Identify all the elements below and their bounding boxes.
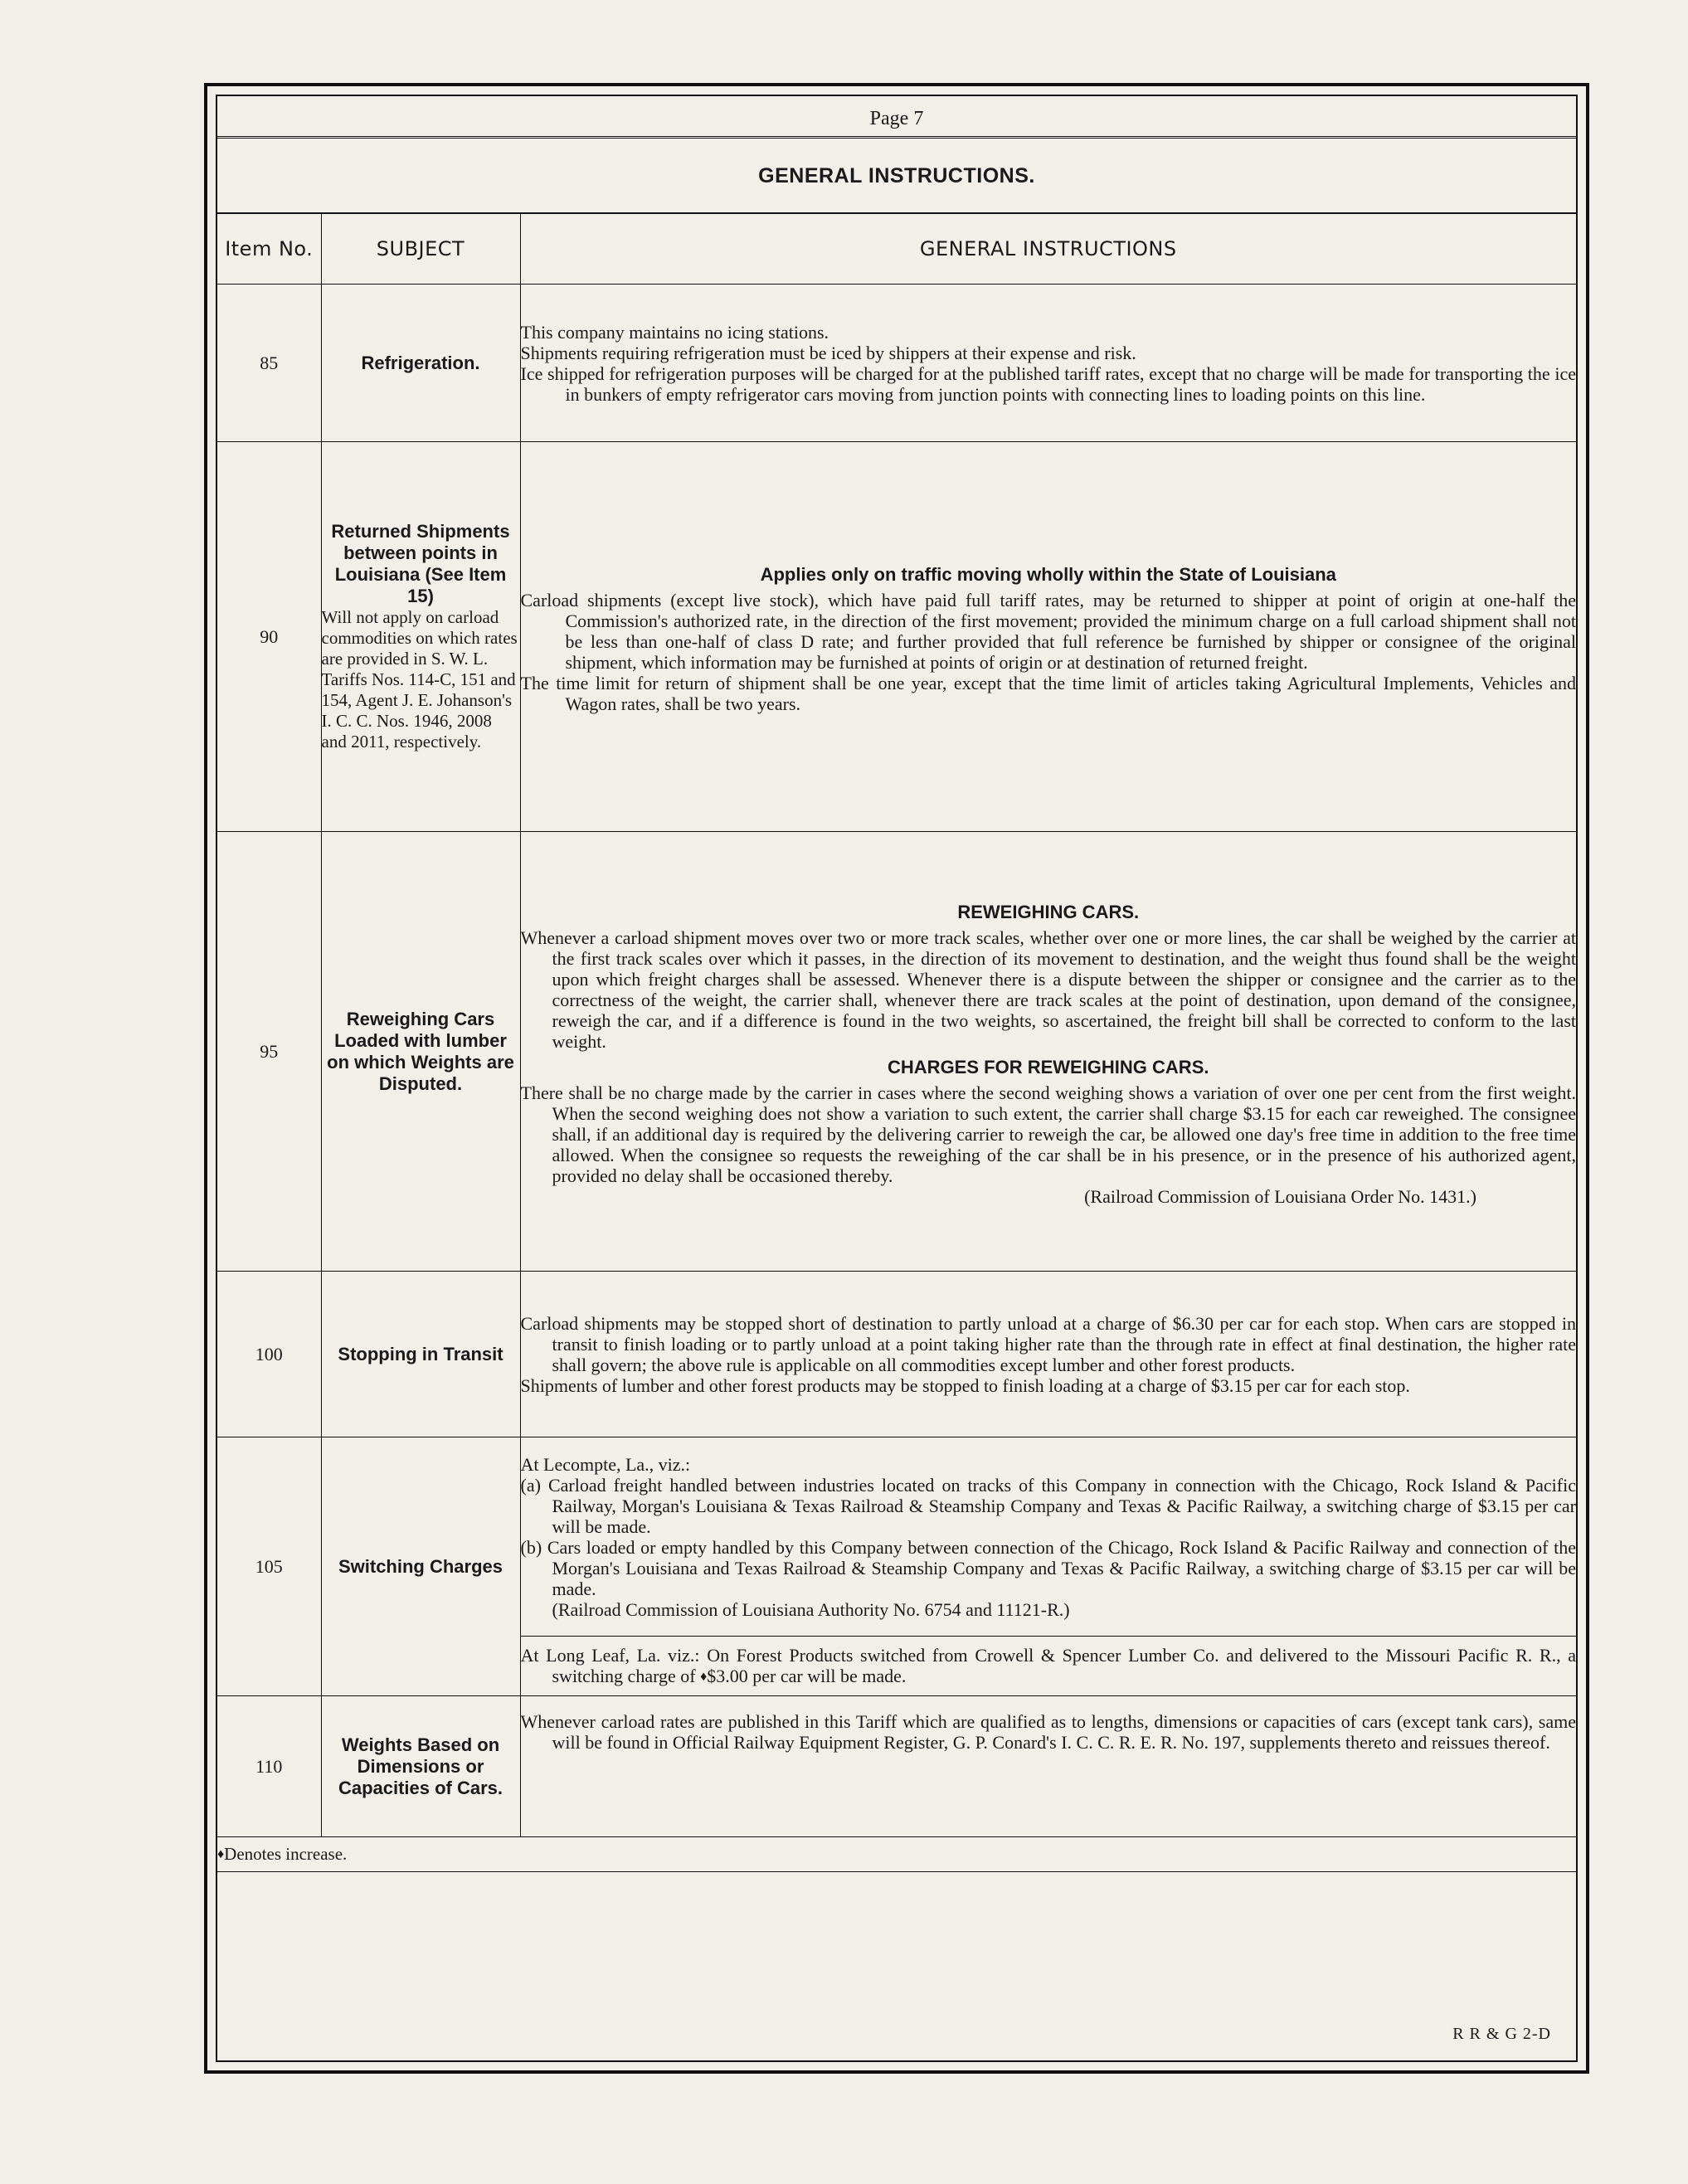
item-instructions	[520, 442, 1576, 832]
item-instructions	[520, 1696, 1576, 1837]
table-row	[217, 1272, 1576, 1437]
header-item: Item No.	[217, 213, 321, 285]
page-frame	[204, 83, 1589, 2074]
footnote	[217, 1837, 520, 1872]
instruction-heading: Applies only on traffic moving wholly within the State of Louisiana	[760, 564, 1336, 585]
table-row	[217, 285, 1576, 442]
item-instructions	[520, 1637, 1576, 1696]
table-header-row	[217, 213, 1576, 285]
item-number: 85	[217, 285, 321, 442]
subject-title: Returned Shipments between points in Louisiana (See Item 15)	[331, 521, 510, 606]
subject-note: Will not apply on carload commodities on which rates are provided in S. W. L. Tariffs Nos. 114-C, 151 and 154, Agent J. E. Johanson's I. C. C. Nos. 1946, 2008 and 2011, respectively.	[321, 607, 518, 752]
instructions-table	[217, 212, 1576, 1872]
instruction-paragraph	[521, 1645, 1577, 1687]
page-number: Page 7	[869, 108, 924, 129]
table-row	[217, 442, 1576, 832]
item-subject: Refrigeration.	[321, 285, 520, 442]
item-instructions	[520, 1437, 1576, 1637]
header-rule	[217, 136, 1576, 142]
citation: (Railroad Commission of Louisiana Authority No. 6754 and 11121-R.)	[552, 1598, 1070, 1620]
item-number: 95	[217, 832, 321, 1272]
instruction-paragraph: Whenever carload rates are published in this Tariff which are qualified as to lengths, dimensions or capacities of cars (except tank cars), same will be found in Official Railway Equipment Register, G. P. Conard's I. C. C. R. E. R. No. 197, supplements thereto and reissues thereof.	[520, 1711, 1576, 1753]
footnote-text: Denotes increase.	[224, 1844, 348, 1864]
item-number: 110	[217, 1696, 321, 1837]
form-code: R R & G 2-D	[1452, 2025, 1551, 2043]
instruction-paragraph: The time limit for return of shipment shall be one year, except that the time limit of articles taking Agricultural Implements, Vehicles and Wagon rates, shall be two years.	[520, 673, 1576, 714]
instruction-heading: CHARGES FOR REWEIGHING CARS.	[888, 1056, 1209, 1077]
item-instructions	[520, 832, 1576, 1272]
table-row	[217, 1696, 1576, 1837]
instruction-clause: (a) Carload freight handled between industries located on tracks of this Company in connection with the Chicago, Rock Island & Pacific Railway, Morgan's Louisiana & Texas Railroad & Steamship Company and Texas & Pacific Railway, a switching charge of $3.15 per car will be made.	[520, 1474, 1576, 1537]
instruction-clause: (b) Cars loaded or empty handled by this Company between connection of the Chicago, Rock Island & Pacific Railway and connection of the Morgan's Louisiana and Texas Railroad & Steamship Company and Texas & Pacific Railway, a switching charge of $3.15 per car will be made.	[520, 1536, 1576, 1599]
increase-marker-icon: ♦	[217, 1847, 225, 1861]
item-subject: Stopping in Transit	[321, 1272, 520, 1437]
item-number: 100	[217, 1272, 321, 1437]
instruction-paragraph: Shipments of lumber and other forest products may be stopped to finish loading at a charge of $3.15 per car for each stop.	[520, 1374, 1410, 1396]
long-leaf-amount: $3.00 per car will be made.	[707, 1666, 907, 1686]
instruction-paragraph: Ice shipped for refrigeration purposes will be charged for at the published tariff rates, except that no charge will be made for transporting the ice in bunkers of empty refrigerator cars moving from junction points with connecting lines to loading points on this line.	[520, 362, 1576, 405]
instruction-heading: REWEIGHING CARS.	[957, 901, 1140, 922]
page-title: GENERAL INSTRUCTIONS.	[758, 164, 1035, 187]
item-subject: Reweighing Cars Loaded with lumber on which Weights are Disputed.	[321, 832, 520, 1272]
long-leaf-text: At Long Leaf, La. viz.: On Forest Products switched from Crowell & Spencer Lumber Co. and delivered to the Missouri Pacific R. R., a switching charge of	[520, 1645, 1576, 1686]
table-row	[217, 832, 1576, 1272]
header-subject: SUBJECT	[321, 213, 520, 285]
instruction-intro: At Lecompte, La., viz.:	[520, 1453, 691, 1475]
instruction-paragraph: Carload shipments may be stopped short of destination to partly unload at a charge of $6.30 per car for each stop. When cars are stopped in transit to finish loading or to partly unload at a point taking higher rate than the through rate in effect at final destination, the higher rate shall govern; the above rule is applicable on all commodities except lumber and other forest products.	[520, 1312, 1576, 1375]
instruction-paragraph: This company maintains no icing stations.	[520, 321, 829, 343]
item-subject	[321, 442, 520, 832]
item-instructions	[520, 285, 1576, 442]
instruction-paragraph: Carload shipments (except live stock), which have paid full tariff rates, may be returned to shipper at point of origin at one-half the Commission's authorized rate, in the direction of the first movement; provided the minimum charge on a full carload shipment shall not be less than one-half of class D rate; and further provided that full reference be furnished by shipper or consignee of the original shipment, which information may be furnished at points of origin or at destination of returned freight.	[520, 590, 1576, 673]
item-subject: Switching Charges	[321, 1437, 520, 1696]
instruction-paragraph: Shipments requiring refrigeration must be iced by shippers at their expense and risk.	[520, 342, 1136, 363]
instruction-paragraph: Whenever a carload shipment moves over two or more track scales, whether over one or more lines, the car shall be weighed by the carrier at the first track scales over which it passes, in the direction of its movement to destination, and the weight thus found shall be the weight upon which freight charges shall be assessed. Whenever there is a dispute between the shipper or consignee and the carrier as to the correctness of the weight, the carrier shall, whenever there are track scales at the point of destination, upon demand of the consignee, reweigh the car, and if a difference is found in the two weights, so ascertained, the freight bill shall be corrected to conform to the last weight.	[520, 927, 1576, 1052]
increase-marker-icon: ♦	[700, 1670, 708, 1684]
item-number: 105	[217, 1437, 321, 1696]
citation: (Railroad Commission of Louisiana Order No. 1431.)	[1084, 1185, 1476, 1207]
item-instructions	[520, 1272, 1576, 1437]
instruction-paragraph: There shall be no charge made by the carrier in cases where the second weighing shows a variation of over one per cent from the first weight. When the second weighing does not show a variation to such extent, the carrier shall charge $3.15 for each car reweighed. The consignee shall, if an additional day is required by the delivering carrier to reweigh the car, be allowed one day's free time in addition to the free time allowed. When the consignee so requests the reweighing of the car shall be in his presence, or in the presence of his authorized agent, provided no delay shall be occasioned thereby.	[520, 1082, 1576, 1186]
footnote-row	[217, 1837, 1576, 1872]
inner-frame	[216, 95, 1578, 2062]
table-row	[217, 1437, 1576, 1637]
item-number: 90	[217, 442, 321, 832]
item-subject: Weights Based on Dimensions or Capacities of Cars.	[321, 1696, 520, 1837]
header-instructions: GENERAL INSTRUCTIONS	[520, 213, 1576, 285]
